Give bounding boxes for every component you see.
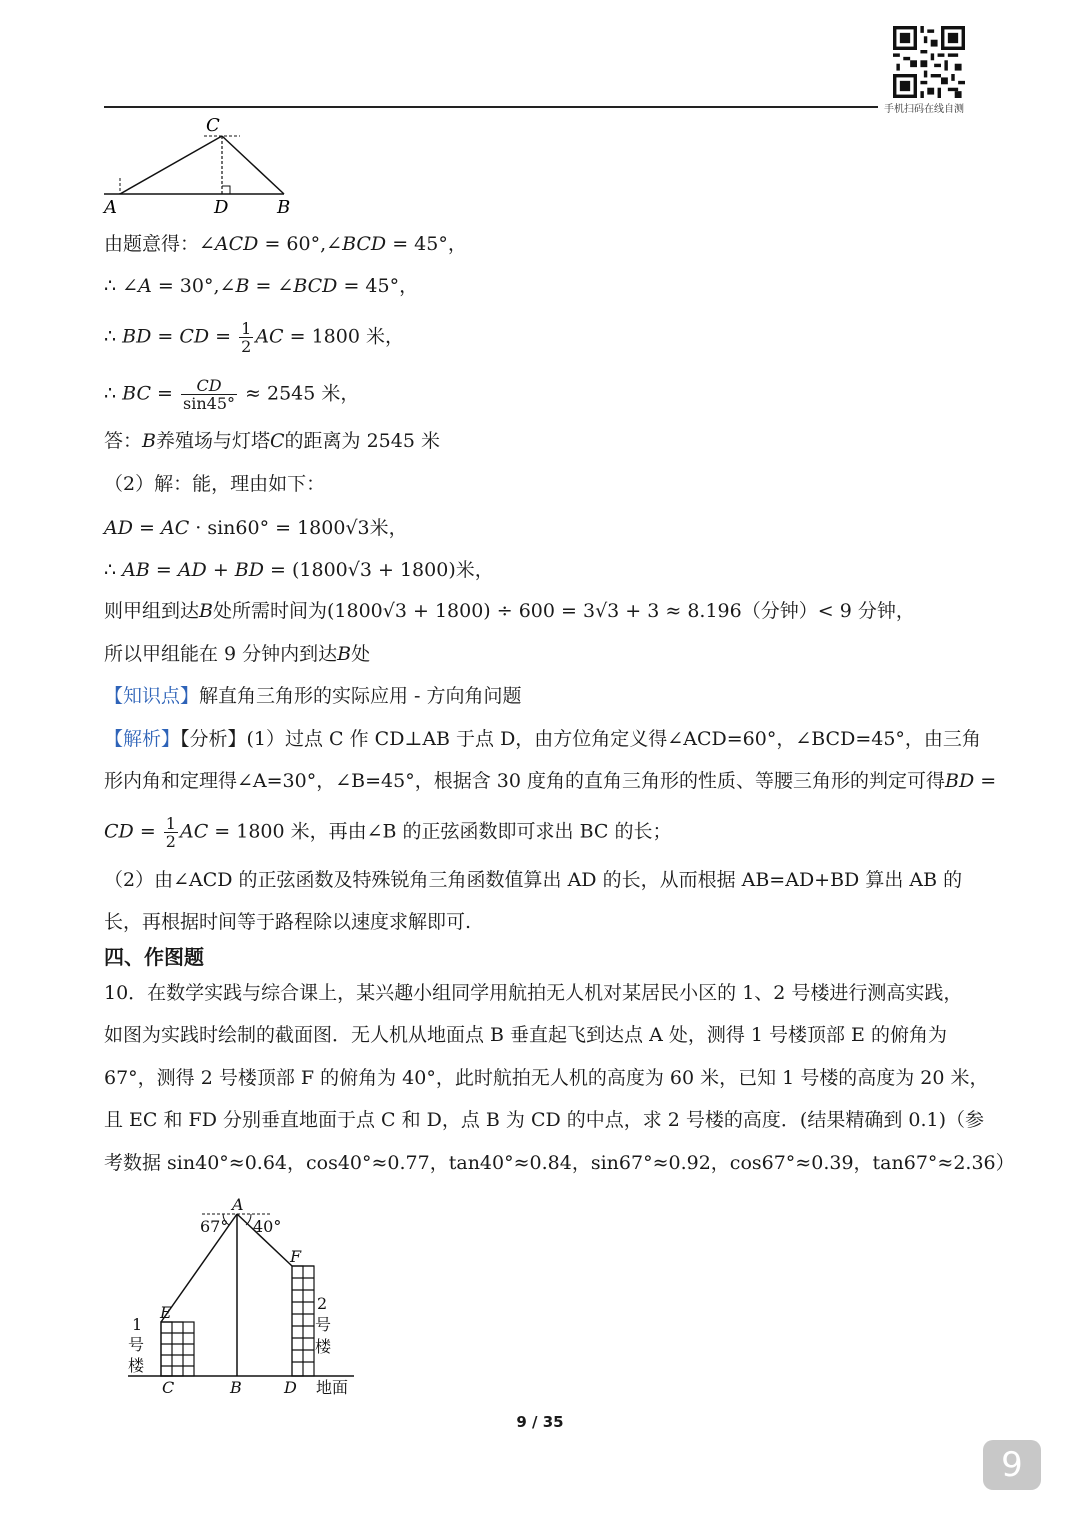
knowledge-tag: 【知识点】 bbox=[104, 685, 200, 707]
question10-line-3: 67°，测得 2 号楼顶部 F 的俯角为 40°，此时航拍无人机的高度为 60 米，已知 1 号楼的高度为 20 米， bbox=[104, 1067, 989, 1089]
question10-line-5: 考数据 sin40°≈0.64，cos40°≈0.77，tan40°≈0.84，sin67°≈0.92，cos67°≈0.39，tan67°≈2.36） bbox=[104, 1152, 1015, 1174]
question10-line-2: 如图为实践时绘制的截面图．无人机从地面点 B 垂直起飞到达点 A 处，测得 1 号楼顶部 E 的俯角为 bbox=[104, 1024, 947, 1046]
fraction-half: $\frac{1}{2}$ bbox=[241, 319, 252, 356]
fraction-cd-sin45: $\frac{CD}{\sin 45^\circ}$ bbox=[183, 376, 235, 413]
label-a: A bbox=[104, 197, 117, 218]
analysis-line-1: 【解析】【分析】(1）过点 C 作 CD⊥AB 于点 D，由方位角定义得∠ACD=60°，∠BCD=45°，由三角 bbox=[104, 728, 981, 750]
solution-line-2: ∴ ∠A = 30°,∠B = ∠BCD = 45°， bbox=[104, 275, 419, 297]
question10-line-4: 且 EC 和 FD 分别垂直地面于点 C 和 D，点 B 为 CD 的中点，求 2 号楼的高度．(结果精确到 0.1)（参 bbox=[104, 1109, 985, 1131]
fig2-angle-40: 40° bbox=[253, 1217, 282, 1236]
analysis-line-5: 长，再根据时间等于路程除以速度求解即可. bbox=[104, 911, 472, 933]
fig2-building2-2: 号 bbox=[315, 1315, 332, 1334]
page-badge[interactable]: 9 bbox=[983, 1440, 1041, 1490]
solution-line-7: AD = AC · sin60° = 1800√3米， bbox=[104, 517, 408, 539]
drone-buildings-figure bbox=[120, 1192, 370, 1404]
solution-line-3: ∴ BD = CD = $\frac{1}{2}$ AC = 1800 米， bbox=[104, 319, 404, 356]
fraction-half-analysis: $\frac{1}{2}$ bbox=[165, 814, 176, 851]
knowledge-point: 【知识点】解直角三角形的实际应用 - 方向角问题 bbox=[104, 685, 522, 707]
fig2-building1-2: 号 bbox=[128, 1335, 145, 1354]
fig2-label-f: F bbox=[290, 1247, 302, 1266]
fig2-building1-1: 1 bbox=[132, 1315, 143, 1334]
fig2-building2-3: 楼 bbox=[315, 1337, 332, 1356]
qr-code-icon bbox=[893, 26, 965, 98]
fig2-label-c: C bbox=[162, 1378, 175, 1397]
qr-caption: 手机扫码在线自测 bbox=[884, 104, 964, 115]
header-rule bbox=[104, 106, 878, 108]
solution-line-8: ∴ AB = AD + BD = (1800√3 + 1800)米， bbox=[104, 559, 494, 581]
solution-line-5: 答：B养殖场与灯塔C的距离为 2545 米 bbox=[104, 430, 440, 452]
fig2-label-a: A bbox=[232, 1195, 244, 1214]
analysis-line-4: （2）由∠ACD 的正弦函数及特殊锐角三角函数值算出 AD 的长，从而根据 AB=AD+BD 算出 AB 的 bbox=[104, 869, 963, 891]
section-title: 四、作图题 bbox=[104, 945, 204, 969]
solution-line-6: （2）解：能，理由如下： bbox=[104, 473, 326, 495]
fig2-angle-67: 67° bbox=[200, 1217, 229, 1236]
fig2-label-b: B bbox=[230, 1378, 242, 1397]
solution-line-1: 由题意得：∠ACD = 60°,∠BCD = 45°， bbox=[104, 233, 467, 255]
analysis-line-3: CD = $\frac{1}{2}$ AC = 1800 米，再由∠B 的正弦函数即可求出 BC 的长； bbox=[104, 814, 672, 851]
fig2-label-ground: 地面 bbox=[316, 1378, 349, 1397]
label-c: C bbox=[206, 115, 220, 136]
label-b: B bbox=[277, 197, 291, 218]
analysis-tag: 【解析】 bbox=[104, 728, 181, 750]
analysis-line-2: 形内角和定理得∠A=30°，∠B=45°，根据含 30 度角的直角三角形的性质、等腰三角形的判定可得BD = bbox=[104, 770, 997, 792]
label-d: D bbox=[214, 197, 229, 218]
solution-line-4: ∴ BC = $\frac{CD}{\sin 45^\circ}$ ≈ 2545 米， bbox=[104, 376, 360, 413]
fig2-building1-3: 楼 bbox=[128, 1356, 145, 1375]
solution-line-10: 所以甲组能在 9 分钟内到达B处 bbox=[104, 643, 371, 665]
triangle-figure bbox=[100, 112, 320, 220]
page-number: 9 / 35 bbox=[516, 1413, 564, 1431]
solution-line-9: 则甲组到达B处所需时间为(1800√3 + 1800) ÷ 600 = 3√3 + 3 ≈ 8.196（分钟）< 9 分钟， bbox=[104, 600, 915, 622]
fig2-building2-1: 2 bbox=[317, 1294, 328, 1313]
fig2-label-d: D bbox=[284, 1378, 297, 1397]
fig2-label-e: E bbox=[160, 1303, 172, 1322]
question10-line-1: 10．在数学实践与综合课上，某兴趣小组同学用航拍无人机对某居民小区的 1、2 号楼进行测高实践， bbox=[104, 982, 963, 1004]
